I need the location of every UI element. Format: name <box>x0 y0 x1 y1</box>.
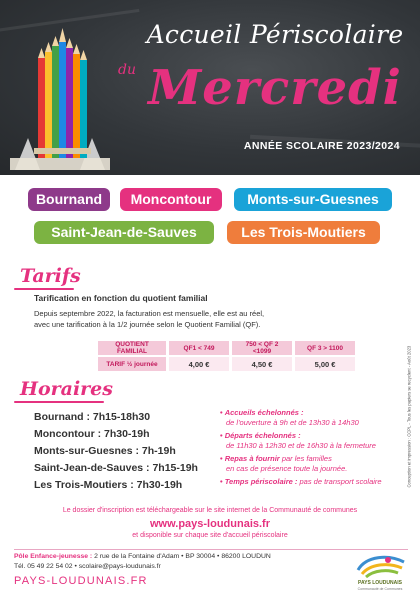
note-title-rest: pas de transport scolaire <box>297 477 382 486</box>
tarifs-desc-line: Depuis septembre 2022, la facturation est mensuelle, elle est au réel, <box>34 309 265 318</box>
title-du: du <box>118 62 136 78</box>
commune-pill: Moncontour <box>120 188 222 211</box>
hour-line: Moncontour : 7h30-19h <box>34 428 150 440</box>
table-cell: 5,00 € <box>295 357 355 371</box>
note-title-rest: par les familles <box>279 454 332 463</box>
table-row <box>98 357 355 371</box>
commune-pill: Les Trois-Moutiers <box>227 221 380 244</box>
horaires-heading: Horaires <box>20 378 113 400</box>
table-header-cell: QF 3 > 1100 <box>295 341 355 355</box>
note-text: en cas de présence toute la journée. <box>226 464 348 473</box>
table-header-cell: QUOTIENT FAMILIAL <box>98 341 166 355</box>
info-line: et disponible sur chaque site d'accueil périscolaire <box>132 532 288 539</box>
note-title: Accueils échelonnés : <box>224 408 304 417</box>
table-header-cell: 750 < QF 2 <1099 <box>232 341 292 355</box>
website-link[interactable]: www.pays-loudunais.fr <box>150 518 270 530</box>
hero-banner <box>0 0 420 175</box>
commune-pill: Monts-sur-Guesnes <box>234 188 392 211</box>
tarifs-desc-line: avec une tarification à la 1/2 journée selon le Quotient Familial (QF). <box>34 320 261 329</box>
table-row-label: TARIF ½ journée <box>98 357 166 371</box>
horaires-notes <box>220 408 410 490</box>
print-credit-text: Conception et impression : CCPL - Tous les papiers se recyclent - Août 2023 <box>406 345 412 488</box>
pencil-rocket-illustration <box>10 20 110 170</box>
table-header-cell: QF1 < 749 <box>169 341 229 355</box>
hour-line: Les Trois-Moutiers : 7h30-19h <box>34 479 183 491</box>
print-credit <box>404 320 412 490</box>
hours-list <box>34 409 198 494</box>
note-title: Départs échelonnés : <box>224 431 301 440</box>
note-item: • Temps périscolaire : pas de transport scolaire <box>220 477 382 486</box>
tarifs-heading: Tarifs <box>20 265 81 287</box>
logo-subtitle: Communauté de Communes <box>357 587 403 591</box>
logo-name: PAYS LOUDUNAIS <box>358 580 402 586</box>
address-text: 2 rue de la Fontaine d'Adam • BP 30004 • 86200 LOUDUN <box>92 553 271 560</box>
footer-brand[interactable]: PAYS-LOUDUNAIS.FR <box>14 575 148 587</box>
note-item: • Départs échelonnés : de 11h30 à 12h30 et de 16h30 à la fermeture <box>220 431 410 451</box>
horaires-underline <box>14 401 104 403</box>
commune-pill: Bournand <box>28 188 110 211</box>
info-line: Le dossier d'inscription est téléchargeable sur le site internet de la Communauté de communes <box>62 507 358 514</box>
hour-line: Saint-Jean-de-Sauves : 7h15-19h <box>34 462 198 474</box>
school-year: ANNÉE SCOLAIRE 2023/2024 <box>243 140 400 152</box>
tarifs-subtitle: Tarification en fonction du quotient familial <box>34 293 208 303</box>
tarifs-description <box>34 308 364 330</box>
pays-loudunais-logo <box>348 552 414 592</box>
table-header-row <box>98 341 355 355</box>
note-item: • Repas à fournir par les familles en cas de présence toute la journée. <box>220 454 410 474</box>
note-item: • Accueils échelonnés : de l'ouverture à 9h et de 13h30 à 14h30 <box>220 408 410 428</box>
footer-divider <box>14 549 408 550</box>
table-cell: 4,50 € <box>232 357 292 371</box>
tarif-table <box>95 339 358 373</box>
title-line1: Accueil Périscolaire <box>146 20 404 49</box>
table-cell: 4,00 € <box>169 357 229 371</box>
pole-label: Pôle Enfance-jeunesse : <box>14 553 93 560</box>
note-title: Repas à fournir <box>224 454 280 463</box>
note-text: de l'ouverture à 9h et de 13h30 à 14h30 <box>226 418 359 427</box>
footer-address <box>14 553 271 560</box>
note-text: de 11h30 à 12h30 et de 16h30 à la fermeture <box>226 441 376 450</box>
footer-contact[interactable]: Tél. 05 49 22 54 02 • scolaire@pays-loudunais.fr <box>14 563 161 570</box>
note-title: Temps périscolaire : <box>224 477 298 486</box>
tarifs-underline <box>14 288 74 290</box>
title-main: Mercredi <box>148 60 402 116</box>
hour-line: Monts-sur-Guesnes : 7h-19h <box>34 445 176 457</box>
hour-line: Bournand : 7h15-18h30 <box>34 411 151 423</box>
commune-pill: Saint-Jean-de-Sauves <box>34 221 214 244</box>
